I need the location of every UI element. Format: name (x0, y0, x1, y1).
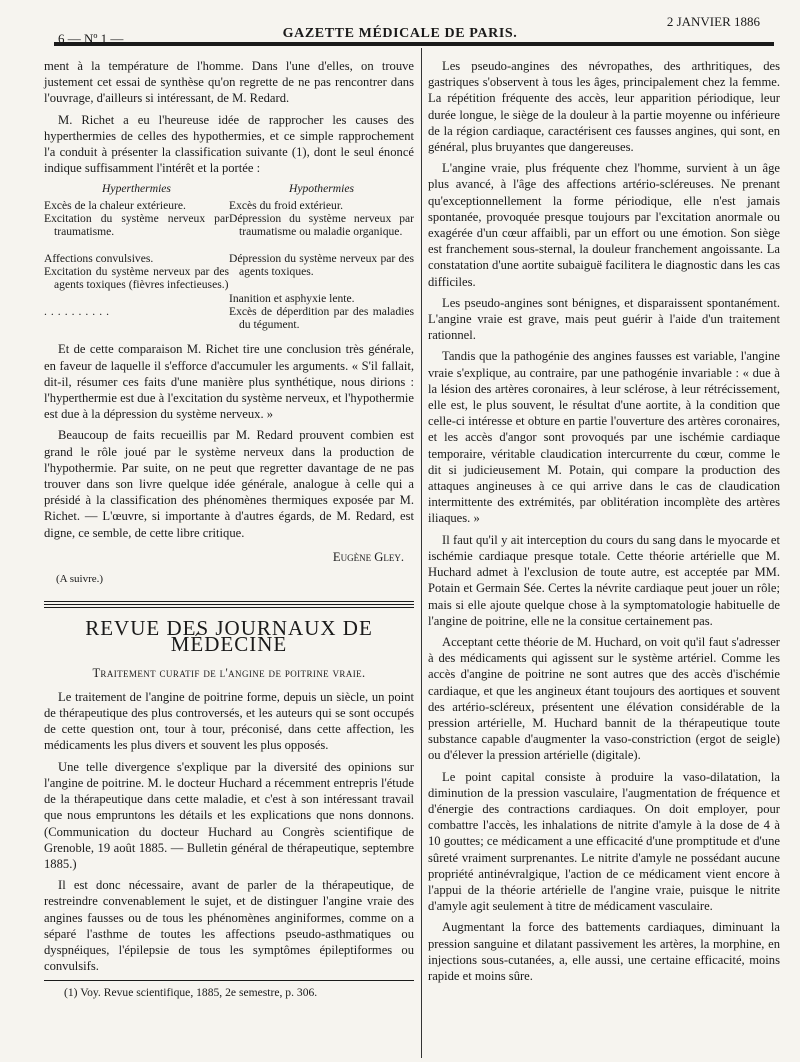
paragraph: Les pseudo-angines des névropathes, des arthritiques, des gastriques s'observent à tous les âges, principalement chez la femme. La répétition fréquente des accès, leur apparition périodique, leur durée longue, le siège de la douleur à la partie moyenne ou inférieure de la région cardiaque, caractérisent ces fausses angines, qui sont, en général, plus bruyantes que dangereuses. (428, 59, 780, 155)
hyperthermies-heading: Hyperthermies (102, 182, 171, 196)
paragraph: Tandis que la pathogénie des angines fausses est variable, l'angine vraie s'explique, au contraire, par une pathogénie invariable : « due à la lésion des artères coronaires, à leur sclérose, à leur rétrécissement, elle est, le plus souvent, le résultat d'une aortite, à la condition que celle-ci intéresse et obture en partie l'ouverture des artères coronaires, et les accès d'angor sont provoqués par une ischémie cardiaque temporaire, véritable claudication intercurrente du cœur, comme le dit si judicieusement M. Potain, qui compare la production des attaques angineuses à ce qui arrive dans le cas de claudication intermittente des extrémités, par oblitération incomplète des artères iliaques. » (428, 349, 780, 526)
classification-item: Dépression du système nerveux par traumatisme ou maladie organique. (229, 212, 414, 239)
paragraph: Il est donc nécessaire, avant de parler de la thérapeutique, de restreindre convenablement le sujet, et de distinguer l'angine vraie des angines fausses ou de tous les phénomènes anginiformes, comme on a séparé l'asthme de toutes les affections pseudo-asthmatiques ou dyspnéiques, l'épilepsie de tous les symptômes épileptiformes ou convulsifs. (44, 878, 414, 974)
paragraph: Les pseudo-angines sont bénignes, et disparaissent spontanément. L'angine vraie est grave, mais peut guérir à l'aide d'un traitement rationnel. (428, 295, 780, 343)
section-title: REVUE DES JOURNAUX DE MÉDECINE (85, 616, 373, 657)
running-head (0, 0, 800, 44)
classification-item: Excitation du système nerveux par des agents toxiques (fièvres infectieuses.) (44, 265, 229, 292)
paragraph: Et de cette comparaison M. Richet tire une conclusion très générale, en faveur de laquelle il s'efforce d'accumuler les arguments. « S'il fallait, dit-il, résumer ces faits d'une manière plus synthétique, nous dirions : l'hyperthermie est due à l'excitation du système nerveux, et l'hypothermie est due à la dépression du système nerveux. » (44, 342, 414, 422)
right-column (428, 58, 780, 989)
section-rule (44, 601, 414, 608)
author-signature: Eugène Gley. (332, 549, 404, 564)
journal-title: GAZETTE MÉDICALE DE PARIS. (282, 26, 518, 41)
classification-item: Affections convulsives. (44, 252, 154, 266)
classification-item: Dépression du système nerveux par des agents toxiques. (229, 252, 414, 279)
paragraph: Une telle divergence s'explique par la diversité des opinions sur l'angine de poitrine. M. le docteur Huchard a récemment entrepris l'étude de la thérapeutique dans cette maladie, et c'est à son intéressant travail que nous empruntons les détails et les explications que nons donnons. (Communication du docteur Huchard au Congrès scientifique de Grenoble, 19 août 1885. — Bulletin général de thérapeutique, septembre 1885.) (44, 759, 414, 871)
classification-item: Excès de déperdition par des maladies du tégument. (229, 305, 414, 332)
page-number: 6 — Nº 1 — (58, 31, 124, 46)
paragraph: Il faut qu'il y ait interception du cours du sang dans le myocarde et ischémie cardiaque presque totale. Cette théorie artérielle que M. Huchard admet à l'exclusion de toute autre, est acceptée par MM. Potain et Germain Sée. Certes la névrite cardiaque peut jouer un rôle; mais si elle ajoute quelque chose à la symptomatologie habituelle de l'angine de poitrine, elle ne la consitue certainement pas. (428, 532, 780, 628)
column-divider (421, 48, 422, 1058)
hypothermies-heading: Hypothermies (288, 182, 355, 196)
paragraph: M. Richet a eu l'heureuse idée de rapprocher les causes des hyperthermies de celles des hypothermies, et ce simple rapprochement l'a conduit à présenter la classification suivante (1), dont le seul énoncé indique suffisamment l'intérêt et la portée : (44, 112, 414, 176)
to-be-continued: (A suivre.) (56, 573, 104, 586)
classification-item: Excitation du système nerveux par traumatisme. (44, 212, 229, 239)
hyperthermies-column (44, 182, 229, 331)
classification-table (44, 182, 414, 331)
article-title: Traitement curatif de l'angine de poitrine vraie. (92, 665, 366, 680)
header-rule (54, 42, 774, 46)
footnote: (1) Voy. Revue scientifique, 1885, 2e semestre, p. 306. (64, 986, 318, 1000)
left-column (44, 58, 414, 1002)
paragraph: ment à la température de l'homme. Dans l'une d'elles, on trouve justement cet essai de synthèse qu'on regrette de ne pas rencontrer dans l'ouvrage, d'ailleurs si intéressant, de M. Redard. (44, 59, 414, 106)
paragraph: Beaucoup de faits recueillis par M. Redard prouvent combien est grand le rôle joué par le système nerveux dans la production de l'hypothermie. Par suite, on ne peut que regretter davantage de ne pas trouver dans son livre quelque idée générale, analogue à celle qui a présidé à la classification des phénomènes thermiques exposée par M. Richet. — L'œuvre, si importante à d'autres égards, de M. Redard, est digne, ce semble, de cette libre critique. (44, 428, 414, 540)
issue-date: 2 JANVIER 1886 (666, 14, 760, 29)
classification-item: Excès de la chaleur extérieure. (44, 199, 186, 213)
hypothermies-column (229, 182, 414, 331)
paragraph: Le point capital consiste à produire la vaso-dilatation, la diminution de la pression vasculaire, l'augmentation de fréquence et d'énergie des contractions cardiaques. On doit employer, pour combattre l'accès, les inhalations de nitrite d'amyle à la dose de 4 à 10 gouttes; ce médicament a une efficacité d'une promptitude et d'une sûreté vraiment surprenantes. Le nitrite d'amyle ne possédant aucune propriété antinévralgique, l'action de ce médicament vient encore à l'appui de la théorie artérielle de l'angine vraie, puisque le nitrite d'amyle agit seulement à titre de médicament vasculaire. (428, 769, 780, 914)
ellipsis-dots: .......... (44, 305, 113, 319)
classification-item: Inanition et asphyxie lente. (229, 292, 355, 306)
paragraph: Acceptant cette théorie de M. Huchard, on voit qu'il faut s'adresser à des médicaments qui agissent sur le système artériel. Comme les accès d'angine de poitrine ne sont autres que des accès d'ischémie cardiaque, et que les angineux étant toujours des aortiques et souvent des artério-scléreux, présentent une élévation considérable de la pression artérielle, M. Huchard bannit de la thérapeutique toute substance capable d'augmenter la vaso-constriction (ergot de seigle) ou d'élever la pression artérielle (digitale). (428, 634, 780, 763)
paragraph: L'angine vraie, plus fréquente chez l'homme, survient à un âge plus avancé, à l'âge des affections artério-scléreuses. Ne prenant qu'exceptionnellement la forme périodique, elle n'est jamais spontanée, provoquée presque toujours par l'excitation anormale ou exagérée d'un cœur affaibli, par un effort ou une émotion. Son siège est franchement sous-sternal, la douleur franchement angoissante. La constatation d'une aortite subaiguë facilitera le diagnostic dans les cas difficiles. (428, 161, 780, 289)
footnote-rule (44, 980, 414, 981)
classification-item: Excès du froid extérieur. (229, 199, 343, 213)
paragraph: Le traitement de l'angine de poitrine forme, depuis un siècle, un point de thérapeutique des plus controversés, et les auteurs qui se sont occupés de cette question ont, tour à tour, préconisé, dans cette affection, les médicaments les plus divers et souvent les plus opposés. (44, 689, 414, 753)
paragraph: Augmentant la force des battements cardiaques, diminuant la pression sanguine et dilatant passivement les artères, la morphine, en injections sous-cutanées, a, elle aussi, une certaine efficacité, moins rapide et moins sûre. (428, 920, 780, 983)
